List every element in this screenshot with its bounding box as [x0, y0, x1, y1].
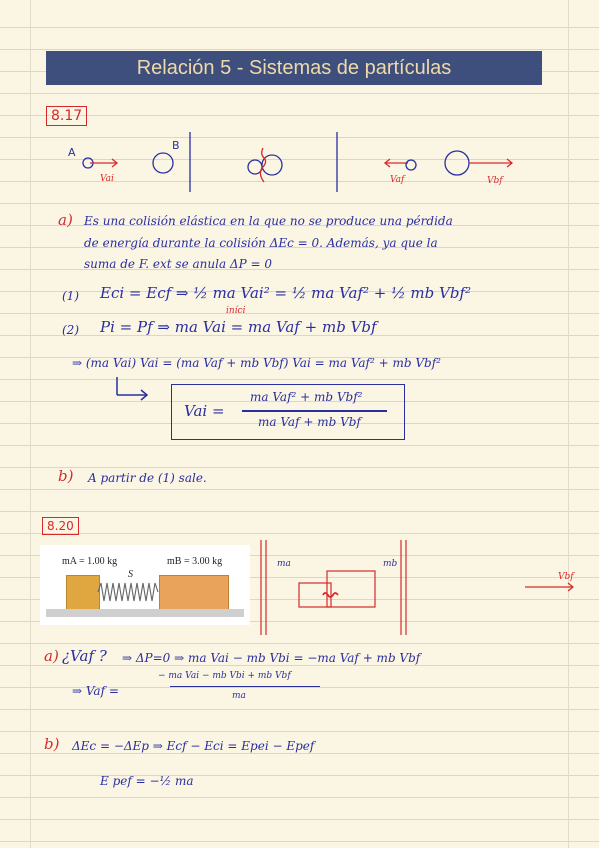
part-a-line2: de energía durante la colisión ΔEc = 0. Además, ya que la	[84, 236, 438, 250]
label-b: B	[172, 139, 180, 152]
eq1: Eci = Ecf ⇒ ½ ma Vai² = ½ ma Vaf² + ½ mb Vbf²	[100, 284, 472, 302]
floor	[46, 609, 244, 617]
problem-number-8-20: 8.20	[42, 517, 79, 535]
particle-b	[153, 153, 173, 173]
p2-part-a-result-lhs: ⇒ Vaf =	[72, 684, 119, 698]
p2-part-b-eq2: E pef = −½ ma	[100, 774, 194, 788]
part-a-letter: a)	[58, 211, 73, 229]
result-denominator: ma Vaf + mb Vbf	[258, 415, 361, 429]
eq3: ⇒ (ma Vai) Vai = (ma Vaf + mb Vbf) Vai = ma Vaf² + mb Vbf²	[72, 356, 441, 370]
p2-part-b-eq1: ΔEc = −ΔEp ⇒ Ecf − Eci = Epei − Epef	[72, 739, 315, 753]
sketch-vbf-label: Vbf	[558, 572, 574, 582]
sketch-block-a	[299, 583, 331, 607]
p2-part-a-eq1: ⇒ ΔP=0 ⇒ ma Vai − mb Vbi = −ma Vaf + mb Vbf	[122, 651, 421, 665]
p2-part-a-letter: a)	[44, 647, 59, 665]
result-box	[171, 384, 405, 440]
p2-part-a-question: ¿Vaf ?	[62, 647, 107, 665]
collision-diagram	[0, 130, 599, 200]
label-a: A	[68, 146, 76, 159]
block-b	[159, 575, 229, 611]
eq1-tag: (1)	[62, 289, 79, 303]
sketch-mb-label: mb	[383, 559, 398, 569]
mass-a-label: mA = 1.00 kg	[62, 556, 118, 567]
part-a-line1: Es una colisión elástica en la que no se produce una pérdida	[84, 214, 453, 228]
particle-b-final	[445, 151, 469, 175]
page-margin-right	[568, 0, 569, 848]
label-vai: Vai	[100, 174, 114, 184]
part-b-letter: b)	[58, 467, 74, 485]
p2-part-b-letter: b)	[44, 735, 60, 753]
p2-part-a-result-numerator: − ma Vai − mb Vbi + mb Vbf	[158, 671, 291, 681]
sketch-ma-label: ma	[277, 559, 291, 569]
eq2-tag: (2)	[62, 323, 79, 337]
eq1-note: iníci	[226, 306, 246, 316]
problem-number-8-17: 8.17	[46, 106, 87, 126]
eq2: Pi = Pf ⇒ ma Vai = ma Vaf + mb Vbf	[100, 318, 377, 336]
page-title: Relación 5 - Sistemas de partículas	[46, 51, 542, 85]
part-a-line3: suma de F. ext se anula ΔP = 0	[84, 257, 272, 271]
p2-part-a-fraction-bar	[170, 686, 320, 687]
spring-blocks-figure	[40, 545, 250, 625]
spring-coil	[98, 581, 160, 603]
block-a	[66, 575, 100, 611]
result-lhs: Vai =	[184, 402, 225, 420]
spring-label: S	[128, 569, 133, 580]
sketch-diagram	[255, 540, 595, 640]
result-fraction-bar	[242, 410, 387, 412]
label-vbf: Vbf	[487, 176, 503, 186]
p2-part-a-result-denominator: ma	[232, 691, 246, 701]
particle-a-final	[406, 160, 416, 170]
page-margin-left	[30, 0, 31, 848]
part-b-text: A partir de (1) sale.	[88, 471, 207, 485]
mass-b-label: mB = 3.00 kg	[167, 556, 223, 567]
sketch-block-b	[327, 571, 375, 607]
result-numerator: ma Vaf² + mb Vbf²	[250, 390, 363, 404]
result-arrow	[113, 375, 173, 405]
label-vaf: Vaf	[390, 175, 405, 185]
